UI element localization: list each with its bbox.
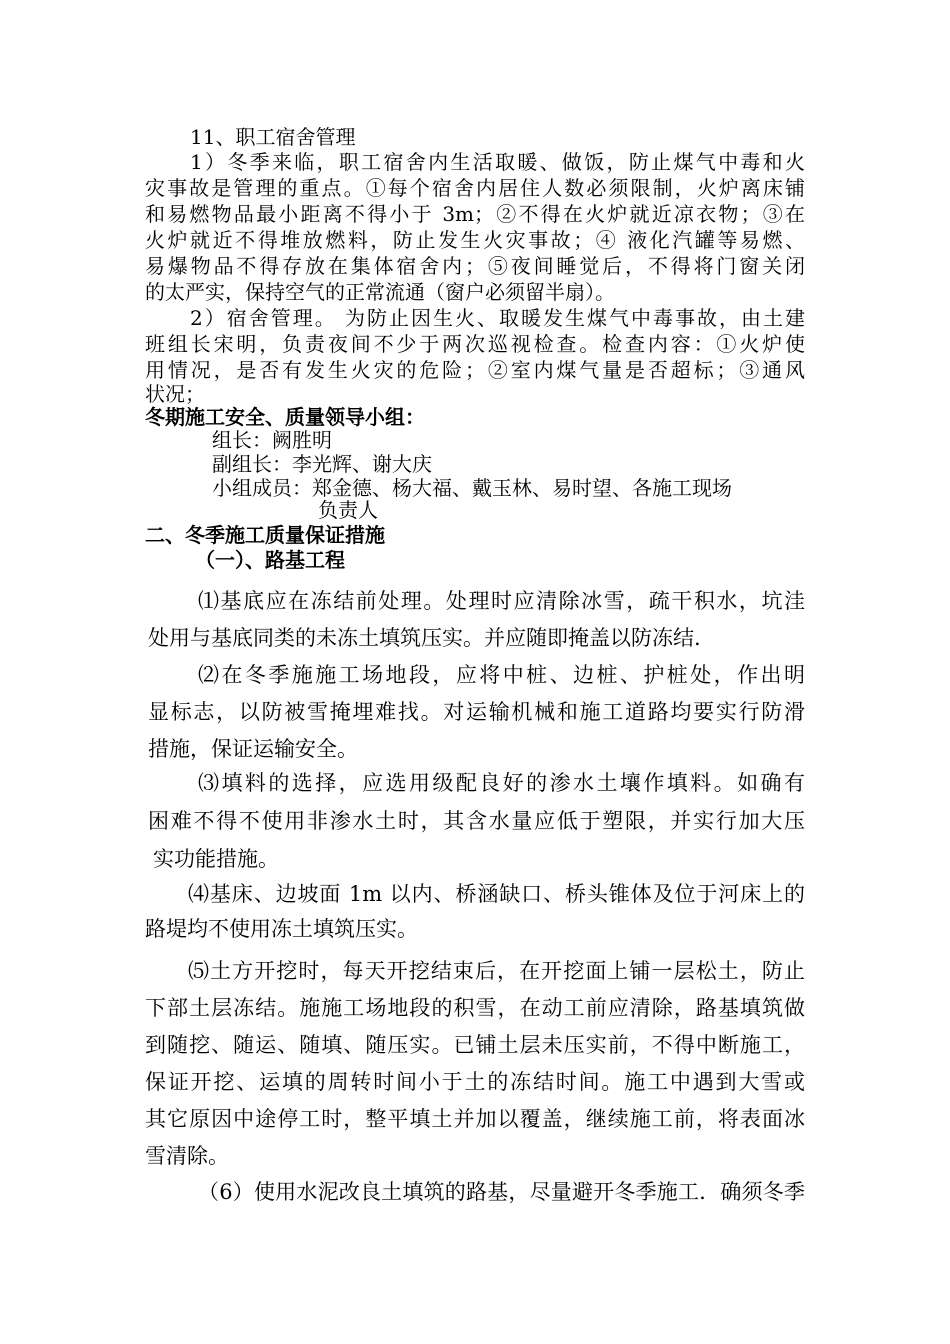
item-line: 雪清除。: [145, 1144, 229, 1168]
paragraph-line: 火炉就近不得堆放燃料，防止发生火灾事故；④ 液化汽罐等易燃、: [145, 228, 805, 252]
paragraph-line: 易爆物品不得存放在集体宿舍内；⑤夜间睡觉后，不得将门窗关闭: [145, 254, 805, 278]
item-line: 保证开挖、运填的周转时间小于土的冻结时间。施工中遇到大雪或: [145, 1070, 805, 1094]
item-line: 到随挖、随运、随填、随压实。已铺土层未压实前，不得中断施工，: [145, 1033, 805, 1057]
paragraph-line: 班组长宋明，负责夜间不少于两次巡视检查。检查内容：①火炉使: [145, 332, 805, 356]
item-line: （6）使用水泥改良土填筑的路基，尽量避开冬季施工．确须冬季: [198, 1180, 805, 1204]
section-heading: 11、职工宿舍管理: [190, 125, 356, 149]
item-line: 困难不得不使用非渗水土时，其含水量应低于塑限，并实行加大压: [148, 809, 805, 833]
item-line: 措施，保证运输安全。: [148, 737, 358, 761]
paragraph-line: 1）冬季来临，职工宿舍内生活取暖、做饭，防止煤气中毒和火: [190, 150, 805, 174]
paragraph-line: 状况；: [145, 382, 205, 406]
item-line: ⑸土方开挖时，每天开挖结束后，在开挖面上铺一层松土，防止: [188, 959, 805, 983]
item-line: ⑵在冬季施施工场地段，应将中桩、边桩、护桩处，作出明: [198, 663, 805, 687]
item-line: 处用与基底同类的未冻土填筑压实。并应随即掩盖以防冻结.: [148, 626, 701, 650]
item-line: 下部土层冻结。施施工场地段的积雪，在动工前应清除，路基填筑做: [145, 996, 805, 1020]
item-line: 实功能措施。: [153, 847, 279, 871]
leader-line: 组长：阙胜明: [212, 428, 332, 452]
item-line: 其它原因中途停工时，整平填土并加以覆盖，继续施工前，将表面冰: [145, 1107, 805, 1131]
quality-section-title: 二、冬季施工质量保证措施: [145, 523, 385, 547]
paragraph-line: 用情况，是否有发生火灾的危险；②室内煤气量是否超标；③通风: [145, 358, 805, 382]
paragraph-line: 2）宿舍管理。 为防止因生火、取暖发生煤气中毒事故，由土建: [190, 306, 805, 330]
item-line: ⑶填料的选择，应选用级配良好的渗水土壤作填料。如确有: [198, 771, 805, 795]
subsection-title: （一）、路基工程: [195, 548, 345, 572]
leadership-title: 冬期施工安全、质量领导小组：: [145, 405, 425, 429]
paragraph-line: 和易燃物品最小距离不得小于 3m；②不得在火炉就近凉衣物；③在: [145, 202, 805, 226]
item-line: 路堤均不使用冻土填筑压实。: [145, 917, 418, 941]
item-line: ⑴基底应在冻结前处理。处理时应清除冰雪，疏干积水，坑洼: [198, 589, 805, 613]
members-line-continued: 负责人: [318, 498, 378, 522]
deputy-line: 副组长：李光辉、谢大庆: [212, 452, 432, 476]
item-line: 显标志，以防被雪掩埋难找。对运输机械和施工道路均要实行防滑: [148, 700, 805, 724]
paragraph-line: 灾事故是管理的重点。①每个宿舍内居住人数必须限制，火炉离床铺: [145, 176, 805, 200]
paragraph-line: 的太严实，保持空气的正常流通（窗户必须留半扇）。: [145, 280, 615, 304]
item-line: ⑷基床、边坡面 1m 以内、桥涵缺口、桥头锥体及位于河床上的: [188, 882, 805, 906]
members-line: 小组成员：郑金德、杨大福、戴玉林、易时望、各施工现场: [212, 476, 732, 500]
